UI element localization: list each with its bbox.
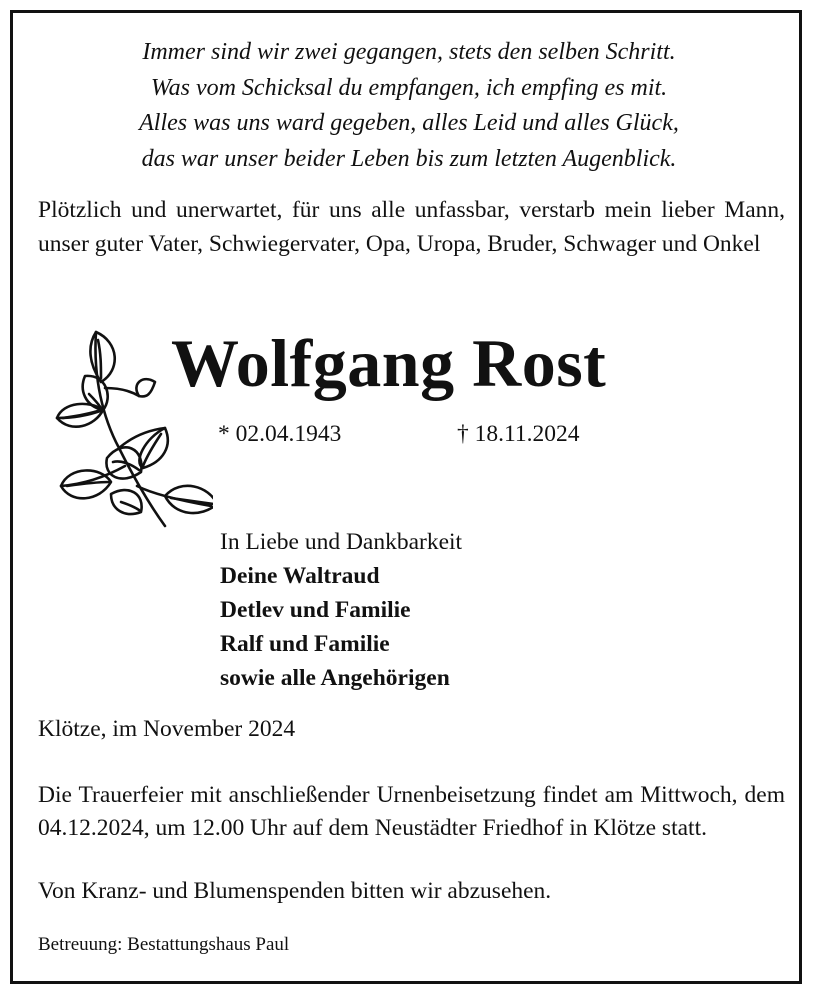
service-text: Die Trauerfeier mit anschließender Urnenbeisetzung findet am Mittwoch, dem 04.12.2024, um 12.00 Uhr auf dem Neustädter Friedhof in Klötze statt.	[38, 782, 785, 841]
poem-line: Was vom Schicksal du empfangen, ich empfing es mit.	[150, 74, 668, 101]
intro-text: Plötzlich und unerwartet, für uns alle unfassbar, verstarb mein lieber Mann, unser guter Vater, Schwiegervater, Opa, Uropa, Bruder, Schwager und Onkel	[38, 197, 785, 257]
mourner: sowie alle Angehörigen	[220, 665, 450, 691]
funeral-home: Betreuung: Bestattungshaus Paul	[38, 934, 290, 955]
poem-line: Alles was uns ward gegeben, alles Leid und alles Glück,	[139, 110, 679, 136]
obituary-frame	[10, 10, 802, 984]
signoff	[220, 525, 462, 695]
birth-date: * 02.04.1943	[218, 421, 342, 447]
signoff-line: In Liebe und Dankbarkeit	[220, 529, 463, 555]
poem-line: Immer sind wir zwei gegangen, stets den selben Schritt.	[142, 39, 676, 65]
poem	[13, 35, 805, 177]
mourner: Deine Waltraud	[220, 563, 380, 589]
flowers-note: Von Kranz- und Blumenspenden bitten wir abzusehen.	[38, 878, 552, 904]
poem-line: das war unser beider Leben bis zum letzten Augenblick.	[141, 145, 677, 172]
mourner: Detlev und Familie	[220, 597, 411, 623]
deceased-name: Wolfgang Rost	[171, 325, 607, 401]
death-date: † 18.11.2024	[457, 421, 580, 447]
mourner: Ralf und Familie	[220, 631, 390, 657]
place-date: Klötze, im November 2024	[38, 716, 296, 742]
